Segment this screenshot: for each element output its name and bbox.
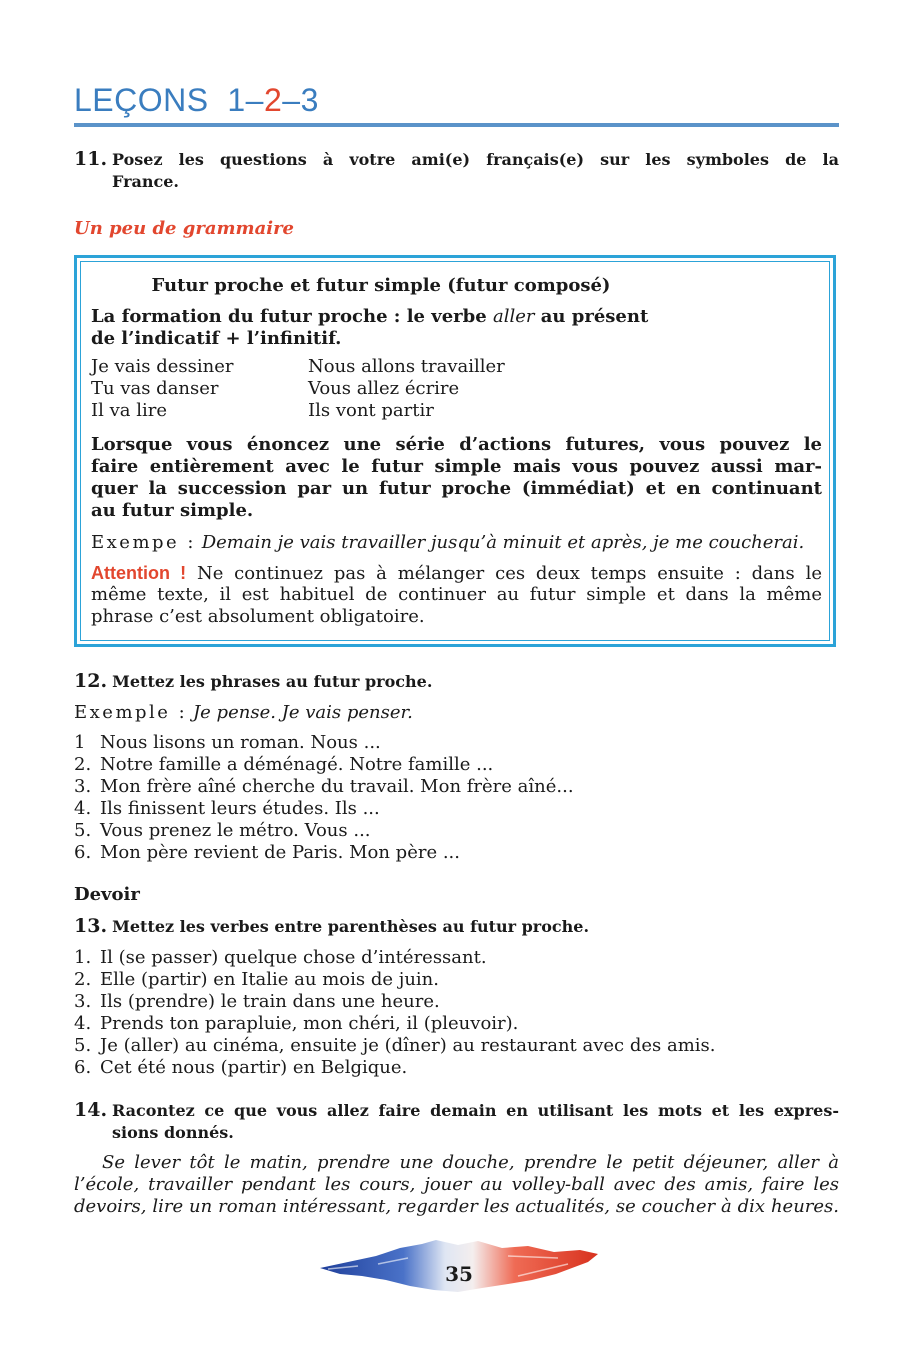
rule-line-1: Lorsque vous énoncez une série d’actions futures, vous pouvez le xyxy=(91,434,822,455)
list-item: 3. Ils (prendre) le train dans une heure. xyxy=(74,991,440,1012)
page-number: 35 xyxy=(445,1262,473,1286)
rule-line-2: faire entièrement avec le futur simple mais vous pouvez aussi mar- xyxy=(91,456,822,477)
attention-label: Attention ! xyxy=(91,563,187,583)
conjugation-left-2: Tu vas danser xyxy=(91,378,219,399)
list-item: 4. Ils finissent leurs études. Ils ... xyxy=(74,798,380,819)
conjugation-right-2: Vous allez écrire xyxy=(308,378,460,399)
list-item: 2. Elle (partir) en Italie au mois de juin. xyxy=(74,969,439,990)
list-item: 1 Nous lisons un roman. Nous ... xyxy=(74,732,381,753)
list-item: 4. Prends ton parapluie, mon chéri, il (pleuvoir). xyxy=(74,1013,519,1034)
exercise-14-line1: 14. Racontez ce que vous allez faire demain en utilisant les mots et les expres- xyxy=(74,1099,839,1121)
exercise-14-line2: sions donnés. xyxy=(112,1123,234,1142)
list-item: 5. Vous prenez le métro. Vous ... xyxy=(74,820,371,841)
exercise-12-heading: 12. Mettez les phrases au futur proche. xyxy=(74,670,433,692)
exercise-11-line1: 11. Posez les questions à votre ami(e) français(e) sur les symboles de la xyxy=(74,148,839,170)
attention-line-1: Attention ! Ne continuez pas à mélanger ces deux temps ensuite : dans le xyxy=(91,563,822,584)
conjugation-left-3: Il va lire xyxy=(91,400,167,421)
conjugation-right-3: Ils vont partir xyxy=(308,400,434,421)
list-item: 3. Mon frère aîné cherche du travail. Mon frère aîné... xyxy=(74,776,574,797)
rule-line-4: au futur simple. xyxy=(91,500,254,521)
section-heading: Un peu de grammaire xyxy=(74,218,295,239)
list-item: 5. Je (aller) au cinéma, ensuite je (dîner) au restaurant avec des amis. xyxy=(74,1035,716,1056)
devoir-heading: Devoir xyxy=(74,884,140,905)
list-item: 6. Mon père revient de Paris. Mon père ... xyxy=(74,842,460,863)
exercise-14-para-3: devoirs, lire un roman intéressant, regarder les actualités, se coucher à dix heures. xyxy=(74,1196,839,1217)
box-example: Exempe : Demain je vais travailler jusqu’à minuit et après, je me coucherai. xyxy=(91,532,805,553)
attention-line-3: phrase c’est absolument obligatoire. xyxy=(91,606,425,627)
exercise-12-example: Exemple : Je pense. Je vais penser. xyxy=(74,702,413,723)
formation-line2: de l’indicatif + l’infinitif. xyxy=(91,328,342,349)
formation-line1: La formation du futur proche : le verbe aller au présent xyxy=(91,306,649,327)
lesson-title: LEÇONS 1–2–3 xyxy=(74,82,319,118)
list-item: 6. Cet été nous (partir) en Belgique. xyxy=(74,1057,408,1078)
header-rule xyxy=(74,123,839,127)
exercise-14-para-1: Se lever tôt le matin, prendre une douche, prendre le petit déjeuner, aller à xyxy=(102,1152,839,1173)
grammar-box-title: Futur proche et futur simple (futur composé) xyxy=(151,275,611,296)
list-item: 2. Notre famille a déménagé. Notre famille ... xyxy=(74,754,494,775)
conjugation-right-1: Nous allons travailler xyxy=(308,356,505,377)
list-item: 1. Il (se passer) quelque chose d’intéressant. xyxy=(74,947,487,968)
conjugation-left-1: Je vais dessiner xyxy=(91,356,234,377)
rule-line-3: quer la succession par un futur proche (immédiat) et en continuant xyxy=(91,478,822,499)
exercise-13-heading: 13. Mettez les verbes entre parenthèses au futur proche. xyxy=(74,915,590,937)
exercise-14-para-2: l’école, travailler pendant les cours, jouer au volley-ball avec des amis, faire les xyxy=(74,1174,839,1195)
attention-line-2: même texte, il est habituel de continuer au futur simple et dans la même xyxy=(91,584,822,605)
exercise-11-line2: France. xyxy=(112,172,179,191)
